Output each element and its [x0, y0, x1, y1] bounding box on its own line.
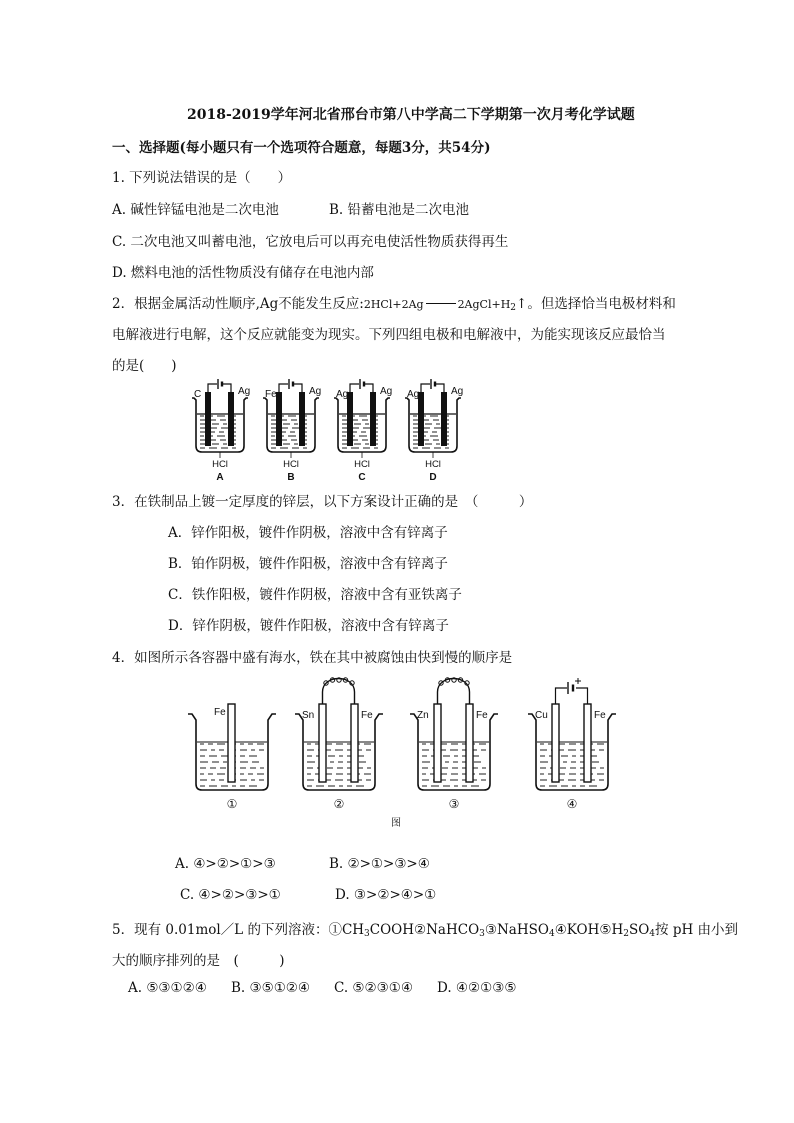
right-electrode-label: Ag — [238, 386, 251, 397]
left-electrode-label: Zn — [417, 710, 429, 721]
wire — [365, 384, 373, 392]
q5-text-d: ④KOH⑤H — [554, 922, 624, 938]
q1-stem: 1. 下列说法错误的是（ ） — [112, 170, 292, 186]
wire — [208, 384, 217, 392]
figure-caption: 图 — [391, 818, 401, 829]
corrosion-container — [410, 678, 498, 811]
q5-text-a: 5．现有 0.01mol／L 的下列溶液：①CH — [112, 922, 365, 938]
corrosion-container — [528, 678, 616, 811]
q2-eq-rhs: 2AgCl+H — [457, 298, 511, 311]
left-electrode — [276, 392, 282, 446]
corrosion-container — [295, 678, 383, 811]
wire — [223, 384, 231, 392]
wire — [350, 384, 359, 392]
q3-option-d: D．锌作阴极，镀件作阳极，溶液中含有锌离子 — [168, 618, 449, 634]
q5-text-f: 按 pH 由小到 — [655, 922, 739, 938]
container-number: ② — [333, 797, 345, 811]
q2-figure — [180, 378, 465, 483]
right-electrode-label: Fe — [361, 710, 373, 721]
option-letter: D — [429, 472, 437, 483]
solution-label: HCl — [354, 459, 370, 470]
q1-option-c: C. 二次电池又叫蓄电池，它放电后可以再充电使活性物质获得再生 — [112, 234, 509, 250]
beaker-outline — [295, 714, 383, 790]
q5-stem-line2: 大的顺序排列的是 ( ) — [112, 953, 285, 969]
q4-option-b: B. ②>①>③>④ — [329, 856, 430, 872]
electrolysis-cell — [405, 379, 463, 483]
left-electrode-label: Ag — [336, 389, 349, 400]
left-electrode — [552, 704, 559, 782]
q5-sub-5: 4 — [649, 929, 656, 939]
right-electrode — [299, 392, 305, 446]
solution-label: HCl — [425, 459, 441, 470]
q4-option-d: D. ③>②>④>① — [335, 887, 437, 903]
doc-title: 2018-2019学年河北省邢台市第八中学高二下学期第一次月考化学试题 — [187, 107, 635, 123]
corrosion-container — [188, 704, 276, 811]
q2-stem-line1 — [112, 292, 676, 312]
q5-sub-4: 2 — [623, 929, 629, 939]
electrolysis-cell — [192, 379, 250, 483]
right-electrode-label: Ag — [451, 386, 464, 397]
q2-eq-lhs: 2HCl+2Ag — [363, 298, 424, 311]
q2-stem-line2: 电解液进行电解，这个反应就能变为现实。下列四组电极和电解液中，为能实现该反应最恰当 — [112, 327, 666, 343]
q5-option-a: A. ⑤③①②④ — [128, 980, 207, 996]
q5-sub-1: 3 — [364, 929, 370, 939]
left-electrode-label: Cu — [535, 710, 548, 721]
left-electrode — [319, 704, 326, 782]
q3-option-b: B．铂作阴极，镀件作阳极，溶液中含有锌离子 — [168, 556, 448, 572]
q5-text-b: COOH②NaHCO — [369, 922, 480, 938]
q5-option-d: D. ④②①③⑤ — [437, 980, 517, 996]
container-number: ① — [226, 797, 238, 811]
option-letter: A — [216, 472, 224, 483]
right-electrode — [370, 392, 376, 446]
beaker-outline — [528, 714, 616, 790]
q1-option-d: D. 燃料电池的活性物质没有储存在电池内部 — [112, 265, 374, 281]
iron-electrode — [228, 704, 235, 782]
positive-sign — [575, 678, 581, 684]
left-electrode — [205, 392, 211, 446]
q2-stem-line3: 的是( ) — [112, 358, 177, 374]
q5-option-c: C. ⑤②③①④ — [334, 980, 413, 996]
q1-option-b: B. 铅蓄电池是二次电池 — [329, 202, 470, 218]
left-electrode-label: Ag — [407, 389, 420, 400]
right-electrode — [441, 392, 447, 446]
left-electrode-label: C — [194, 389, 202, 400]
right-electrode-label: Fe — [594, 710, 606, 721]
right-electrode — [228, 392, 234, 446]
solution-label: HCl — [212, 459, 228, 470]
solution-label: HCl — [283, 459, 299, 470]
left-electrode-label: Sn — [302, 710, 315, 721]
q5-text-c: ③NaHSO — [484, 922, 549, 938]
wire — [294, 384, 302, 392]
option-letter: C — [358, 472, 366, 483]
section-heading: 一、选择题(每小题只有一个选项符合题意，每题3分，共54分) — [112, 140, 491, 156]
q3-option-a: A．锌作阳极，镀件作阴极，溶液中含有锌离子 — [168, 525, 448, 541]
right-electrode — [584, 704, 591, 782]
electrolysis-cell — [263, 379, 321, 483]
q4-option-a: A. ④>②>①>③ — [175, 856, 276, 872]
left-electrode — [434, 704, 441, 782]
left-electrode — [418, 392, 424, 446]
q5-option-b: B. ③⑤①②④ — [231, 980, 311, 996]
q5-sub-2: 3 — [479, 929, 485, 939]
q3-stem: 3．在铁制品上镀一定厚度的锌层，以下方案设计正确的是 （ ） — [112, 494, 533, 510]
left-electrode — [347, 392, 353, 446]
q4-figure — [180, 672, 620, 832]
q2-eq-tail: ↑。但选择恰当电极材料和 — [516, 296, 676, 312]
right-electrode — [466, 704, 473, 782]
q4-option-c: C. ④>②>③>① — [180, 887, 281, 903]
right-electrode — [351, 704, 358, 782]
left-electrode-label: Fe — [265, 389, 277, 400]
q3-option-c: C．铁作阳极，镀件作阴极，溶液中含有亚铁离子 — [168, 587, 462, 603]
q4-stem: 4．如图所示各容器中盛有海水，铁在其中被腐蚀由快到慢的顺序是 — [112, 650, 513, 666]
right-electrode-label: Fe — [476, 710, 488, 721]
q5-text-e: SO — [628, 922, 650, 938]
q5-stem-line1 — [112, 918, 738, 938]
q2-eq-arrow — [426, 303, 456, 304]
right-electrode-label: Ag — [309, 386, 322, 397]
option-letter: B — [287, 472, 295, 483]
wire — [279, 384, 288, 392]
container-number: ③ — [448, 797, 460, 811]
wire — [436, 384, 444, 392]
q2-eq-h2sub: 2 — [510, 303, 517, 313]
wire — [576, 688, 588, 704]
wire — [556, 688, 568, 704]
electrode-label: Fe — [214, 707, 226, 718]
q5-sub-3: 4 — [548, 929, 555, 939]
wire — [421, 384, 430, 392]
q1-option-a: A. 碱性锌锰电池是二次电池 — [112, 202, 279, 218]
electrolysis-cell — [334, 379, 392, 483]
q2-text: 2．根据金属活动性顺序,Ag不能发生反应: — [112, 296, 364, 312]
right-electrode-label: Ag — [380, 386, 393, 397]
container-number: ④ — [566, 797, 578, 811]
beaker-outline — [410, 714, 498, 790]
